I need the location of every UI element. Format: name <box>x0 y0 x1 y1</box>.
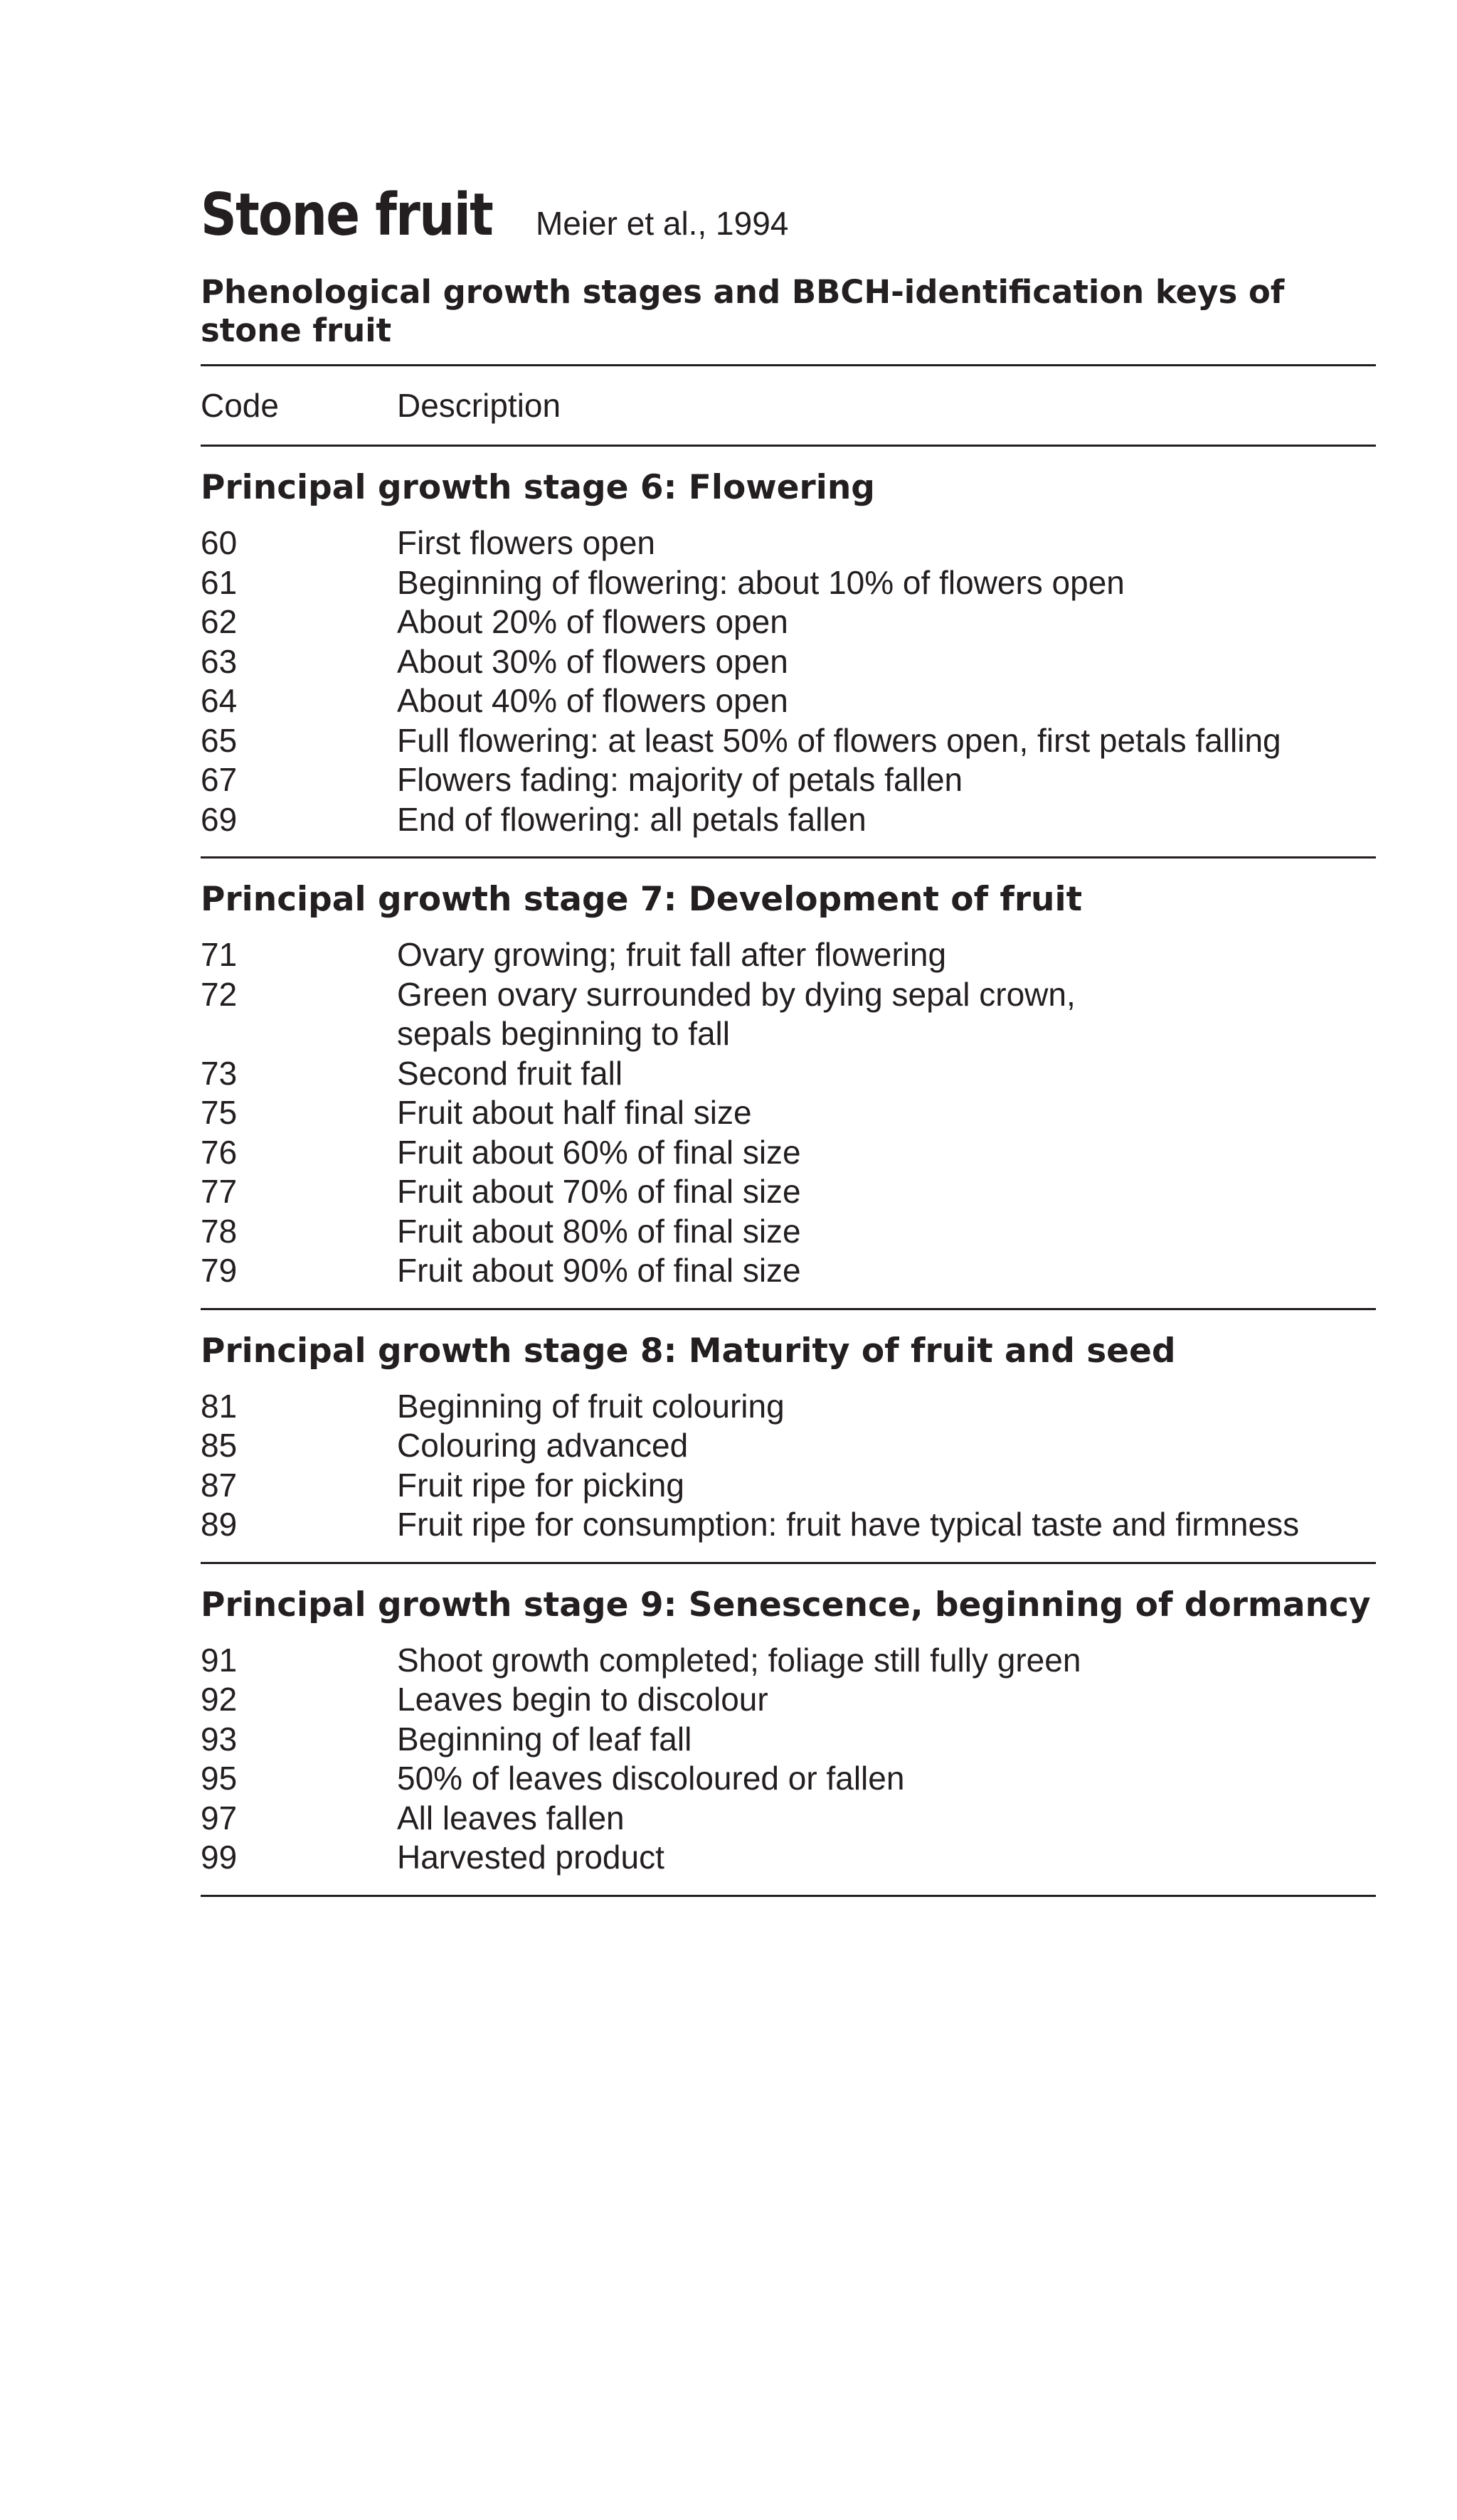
stage-description: Beginning of leaf fall <box>397 1720 692 1758</box>
stage-section <box>201 447 1376 856</box>
title-line <box>201 181 1376 249</box>
table-row <box>201 1054 1376 1094</box>
bbch-code: 95 <box>201 1760 238 1797</box>
table-header-row <box>201 366 1376 445</box>
stage-description: Full flowering: at least 50% of flowers open, first petals falling <box>397 721 1281 759</box>
bbch-code: 67 <box>201 761 238 798</box>
bbch-code: 99 <box>201 1839 238 1876</box>
bbch-code: 81 <box>201 1387 238 1425</box>
stage-description: Fruit about half final size <box>397 1094 752 1131</box>
page-subtitle: Phenological growth stages and BBCH-identification keys of stone fruit <box>201 273 1285 349</box>
stage-description: Ovary growing; fruit fall after flowering <box>397 936 947 973</box>
section-rule <box>201 1895 1376 1897</box>
table-row <box>201 1212 1376 1252</box>
table-row <box>201 1680 1376 1720</box>
stage-description: About 20% of flowers open <box>397 603 788 640</box>
stage-description: Fruit ripe for consumption: fruit have typical taste and firmness <box>397 1506 1300 1543</box>
stage-description: Shoot growth completed; foliage still fully green <box>397 1641 1081 1679</box>
stage-heading: Principal growth stage 6: Flowering <box>201 468 875 507</box>
table-row <box>201 1172 1376 1212</box>
table-row <box>201 1251 1376 1291</box>
stage-description: Flowers fading: majority of petals fallen <box>397 761 963 798</box>
bbch-code: 79 <box>201 1252 238 1289</box>
bbch-code: 93 <box>201 1720 238 1758</box>
bbch-code: 89 <box>201 1506 238 1543</box>
bbch-code: 91 <box>201 1641 238 1679</box>
table-row <box>201 1093 1376 1133</box>
table-row <box>201 602 1376 642</box>
stage-description: Beginning of flowering: about 10% of flowers open <box>397 563 1125 601</box>
stage-description: Fruit about 90% of final size <box>397 1252 801 1289</box>
stage-description: About 30% of flowers open <box>397 642 788 680</box>
table-row <box>201 1759 1376 1799</box>
stage-description: Fruit about 70% of final size <box>397 1173 801 1210</box>
stage-description: Fruit about 80% of final size <box>397 1212 801 1250</box>
bbch-code: 76 <box>201 1133 238 1171</box>
bbch-code: 97 <box>201 1799 238 1836</box>
stage-description: Beginning of fruit colouring <box>397 1387 785 1425</box>
stages-table-body <box>201 447 1376 1897</box>
bbch-code: 77 <box>201 1173 238 1210</box>
table-row <box>201 1505 1376 1545</box>
bbch-code: 62 <box>201 603 238 640</box>
bbch-code: 63 <box>201 642 238 680</box>
bbch-code: 65 <box>201 721 238 759</box>
page-title: Stone fruit <box>201 181 493 249</box>
table-row <box>201 523 1376 563</box>
document-page <box>201 181 1376 1897</box>
stage-section <box>201 1310 1376 1562</box>
bbch-code: 60 <box>201 524 238 561</box>
stage-heading: Principal growth stage 8: Maturity of fruit and seed <box>201 1331 1176 1371</box>
table-row <box>201 1641 1376 1681</box>
bbch-code: 69 <box>201 800 238 838</box>
stage-section <box>201 1564 1376 1895</box>
stage-heading: Principal growth stage 9: Senescence, beginning of dormancy <box>201 1585 1371 1625</box>
bbch-code: 85 <box>201 1427 238 1464</box>
stage-section <box>201 858 1376 1308</box>
stage-description: Harvested product <box>397 1839 664 1876</box>
table-row <box>201 1838 1376 1878</box>
table-row <box>201 800 1376 840</box>
bbch-code: 73 <box>201 1054 238 1092</box>
table-row <box>201 681 1376 721</box>
stage-description: Fruit ripe for picking <box>397 1466 684 1504</box>
bbch-code: 75 <box>201 1094 238 1131</box>
table-row <box>201 1426 1376 1466</box>
table-row <box>201 563 1376 603</box>
stage-description: Second fruit fall <box>397 1054 623 1092</box>
table-row <box>201 1387 1376 1427</box>
bbch-code: 78 <box>201 1212 238 1250</box>
stage-description: Leaves begin to discolour <box>397 1681 768 1718</box>
table-row <box>201 1799 1376 1839</box>
table-row <box>201 935 1376 975</box>
bbch-code: 72 <box>201 975 238 1013</box>
stage-description: First flowers open <box>397 524 656 561</box>
column-header-description: Description <box>397 387 561 424</box>
stage-description: About 40% of flowers open <box>397 682 788 719</box>
table-row <box>201 760 1376 800</box>
table-row <box>201 975 1376 1054</box>
stage-description: Fruit about 60% of final size <box>397 1133 801 1171</box>
bbch-code: 92 <box>201 1681 238 1718</box>
bbch-code: 61 <box>201 563 238 601</box>
stage-description: End of flowering: all petals fallen <box>397 800 867 838</box>
table-row <box>201 1133 1376 1173</box>
title-citation: Meier et al., 1994 <box>535 205 789 242</box>
bbch-code: 64 <box>201 682 238 719</box>
table-row <box>201 721 1376 761</box>
bbch-code: 87 <box>201 1466 238 1504</box>
column-header-code: Code <box>201 387 279 424</box>
stage-heading: Principal growth stage 7: Development of fruit <box>201 880 1083 919</box>
stage-description: Colouring advanced <box>397 1427 689 1464</box>
table-row <box>201 1720 1376 1760</box>
stage-description: Green ovary surrounded by dying sepal crown, sepals beginning to fall <box>397 975 1076 1052</box>
table-row <box>201 1466 1376 1506</box>
bbch-code: 71 <box>201 936 238 973</box>
stage-description: 50% of leaves discoloured or fallen <box>397 1760 905 1797</box>
table-row <box>201 642 1376 682</box>
stage-description: All leaves fallen <box>397 1799 625 1836</box>
